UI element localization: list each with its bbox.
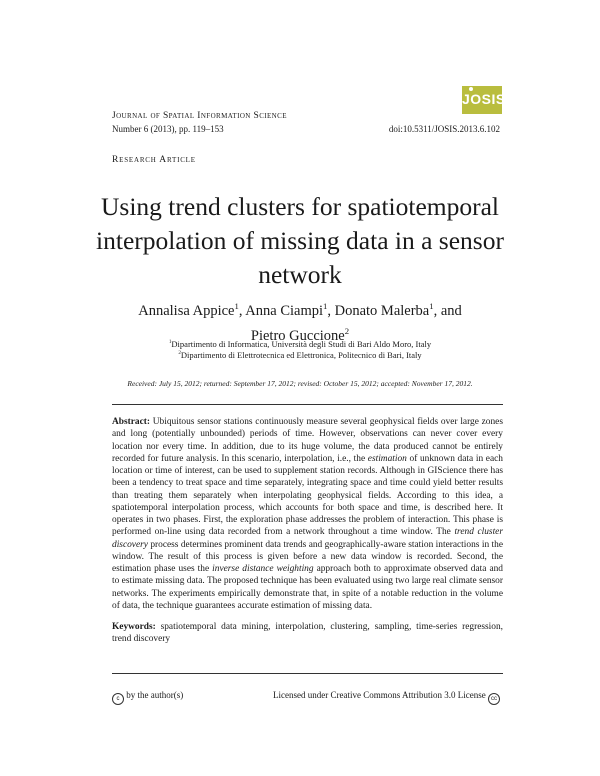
abstract-text: of unknown data in each location or time of interest, can be used to supplement station records. Although in GIScience there has been a tendency to treat space and time separately, integrating space and time could yield better results than treating them separately when interpolating geophysical fields. According to this idea, a spatiotemporal interpolation process, which accounts for both space and time, is described here. It operates in two phases. First, the exploration phase addresses the problem of interaction. This phase is performed on-line using data recorded from a network throughout a time window. The [112,453,503,538]
author-name: Anna Ciampi [245,302,324,319]
author-sup: 1 [234,301,239,311]
keywords [112,621,503,646]
article-type: Research Article [112,155,196,165]
copyright-notice [112,690,183,705]
abstract-text: process determines prominent data trends and geographically-aware station interactions in the window. The result of this process is given before a new data window is recorded. Second, the estimation phase uses the [112,539,503,574]
copyright-text: by the author(s) [126,690,184,700]
author-name: Annalisa Appice [138,302,235,319]
abstract-label: Abstract: [112,417,151,427]
logo-text: JOSIS [462,91,506,107]
creative-commons-icon: cc [488,693,500,705]
abstract-bottom-rule [112,673,503,674]
affiliation-2 [100,350,500,360]
issue-info: Number 6 (2013), pp. 119–153 [112,124,224,134]
affiliation-text: Dipartimento di Elettrotecnica ed Elettronica, Politecnico di Bari, Italy [180,350,422,360]
abstract-emphasis: trend cluster discovery [112,527,503,550]
license-text[interactable]: Licensed under Creative Commons Attribution 3.0 License [273,690,486,700]
abstract-top-rule [112,404,503,405]
affiliation-text: Dipartimento di Informatica, Università degli Studi di Bari Aldo Moro, Italy [171,339,432,349]
keywords-label: Keywords: [112,622,156,632]
journal-logo [462,86,506,114]
doi[interactable]: doi:10.5311/JOSIS.2013.6.102 [388,124,500,134]
abstract-emphasis: estimation [367,453,407,464]
copyright-icon: c [112,693,124,705]
abstract-body [112,416,503,612]
paper-title: Using trend clusters for spatiotemporal interpolation of missing data in a sensor network [96,192,504,289]
license-notice [273,690,500,705]
author-sup: 1 [323,301,328,311]
author-separator: , [238,302,246,319]
affiliation-sup: 2 [178,350,181,357]
affiliation-sup: 1 [168,339,172,346]
author-separator: , and [433,302,462,319]
affiliation-1 [100,339,500,349]
author-sup: 2 [344,325,350,336]
publication-dates: Received: July 15, 2012; returned: September 17, 2012; revised: October 15, 2012; accepted: November 17, 2012. [127,379,473,388]
author-separator: , [327,302,335,319]
keywords-text: spatiotemporal data mining, interpolation, clustering, sampling, time-series regression, trend discovery [112,622,503,645]
author-sup: 1 [429,301,434,311]
abstract-text: approach both to approximate observed data and to estimate missing data. The proposed technique has been evaluated using two large real climate sensor networks. The experiments empirically demonstrate that, in spite of a notable reduction in the volume of data, the technique guarantees accurate estimation of missing data. [112,564,503,611]
abstract [112,416,503,646]
author-name: Pietro Guccione [250,327,345,344]
abstract-emphasis: inverse distance weighting [212,564,314,574]
journal-name: Journal of Spatial Information Science [112,111,287,121]
author-name: Donato Malerba [334,302,430,319]
abstract-text: Ubiquitous sensor stations continuously measure several geophysical fields over large zones and long (potentially unbounded) periods of time. However, observations can never cover every location nor every time. In addition, due to its huge volume, the data produced cannot be entirely recorded for future analysis. In this scenario, interpolation, i.e., the [112,417,503,464]
